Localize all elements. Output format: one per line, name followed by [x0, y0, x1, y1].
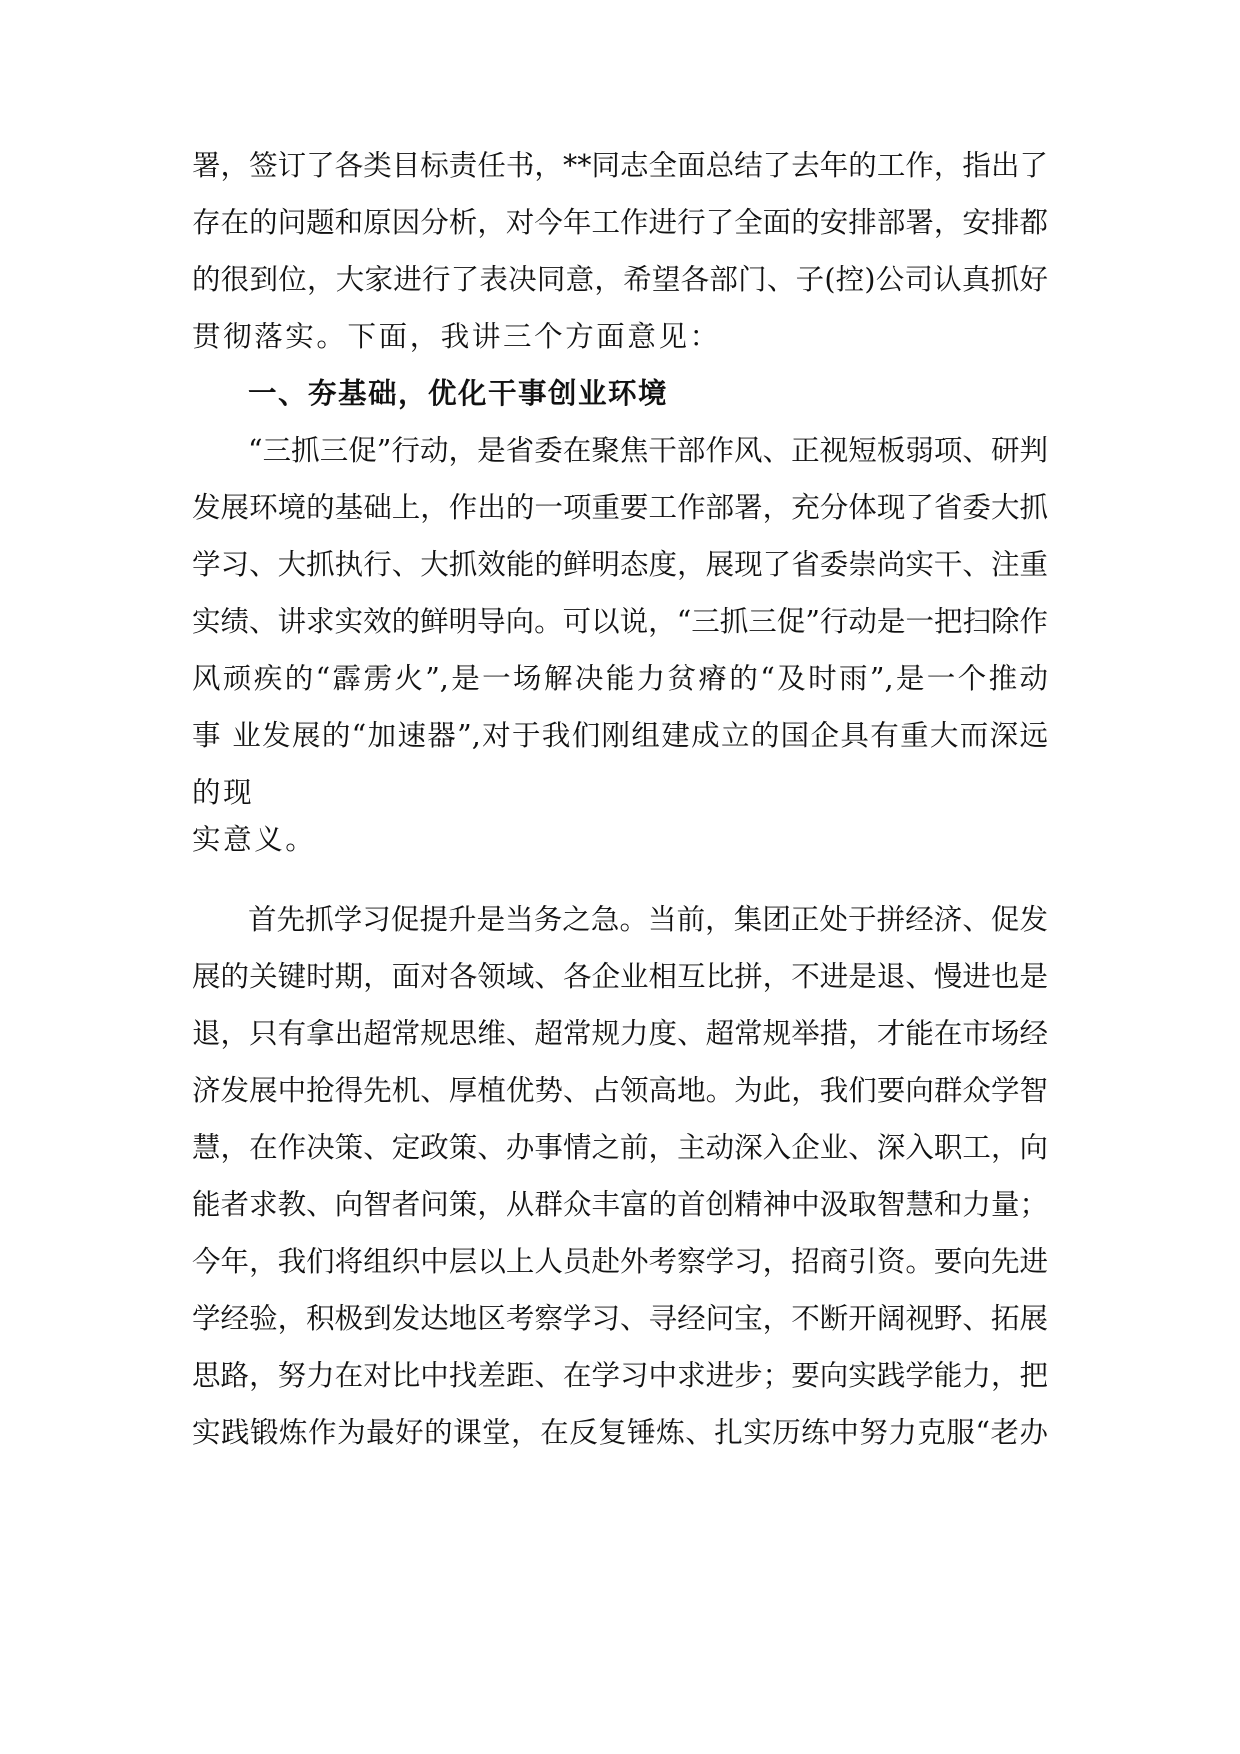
intro-line-2: 存在的问题和原因分析，对今年工作进行了全面的安排部署，安排都 [192, 206, 1048, 239]
paragraph1-line-6: 事 业发展的“加速器”,对于我们刚组建成立的国企具有重大而深远 [192, 719, 1048, 752]
section-heading: 一、夯基础，优化干事创业环境 [248, 377, 669, 410]
intro-line-1: 署，签订了各类目标责任书，**同志全面总结了去年的工作，指出了 [192, 149, 1048, 182]
paragraph2-line-3: 退，只有拿出超常规思维、超常规力度、超常规举措，才能在市场经 [192, 1017, 1048, 1050]
paragraph1-line-2: 发展环境的基础上，作出的一项重要工作部署，充分体现了省委大抓 [192, 491, 1048, 524]
intro-line-3: 的很到位，大家进行了表决同意，希望各部门、子(控)公司认真抓好 [192, 263, 1048, 296]
paragraph1-line-4: 实绩、讲求实效的鲜明导向。可以说，“三抓三促”行动是一把扫除作 [192, 605, 1048, 638]
paragraph2-line-1: 首先抓学习促提升是当务之急。当前，集团正处于拼经济、促发 [248, 903, 1048, 936]
paragraph1-line-7: 的现 [192, 776, 255, 809]
paragraph2-line-5: 慧，在作决策、定政策、办事情之前，主动深入企业、深入职工，向 [192, 1131, 1048, 1164]
paragraph2-line-7: 今年，我们将组织中层以上人员赴外考察学习，招商引资。要向先进 [192, 1245, 1048, 1278]
paragraph2-line-6: 能者求教、向智者问策，从群众丰富的首创精神中汲取智慧和力量； [192, 1188, 1048, 1221]
paragraph2-line-8: 学经验，积极到发达地区考察学习、寻经问宝，不断开阔视野、拓展 [192, 1302, 1048, 1335]
paragraph2-line-4: 济发展中抢得先机、厚植优势、占领高地。为此，我们要向群众学智 [192, 1074, 1048, 1107]
intro-line-4: 贯彻落实。下面，我讲三个方面意见： [192, 320, 721, 353]
paragraph1-line-1: “三抓三促”行动，是省委在聚焦干部作风、正视短板弱项、研判 [248, 434, 1048, 467]
paragraph2-line-2: 展的关键时期，面对各领域、各企业相互比拼，不进是退、慢进也是 [192, 960, 1048, 993]
paragraph1-line-8: 实意义。 [192, 823, 317, 856]
paragraph1-line-5: 风顽疾的“霹雳火”,是一场解决能力贫瘠的“及时雨”,是一个推动 [192, 662, 1048, 695]
paragraph2-line-10: 实践锻炼作为最好的课堂，在反复锤炼、扎实历练中努力克服“老办 [192, 1416, 1048, 1449]
paragraph2-line-9: 思路，努力在对比中找差距、在学习中求进步；要向实践学能力，把 [192, 1359, 1048, 1392]
paragraph1-line-3: 学习、大抓执行、大抓效能的鲜明态度，展现了省委崇尚实干、注重 [192, 548, 1048, 581]
